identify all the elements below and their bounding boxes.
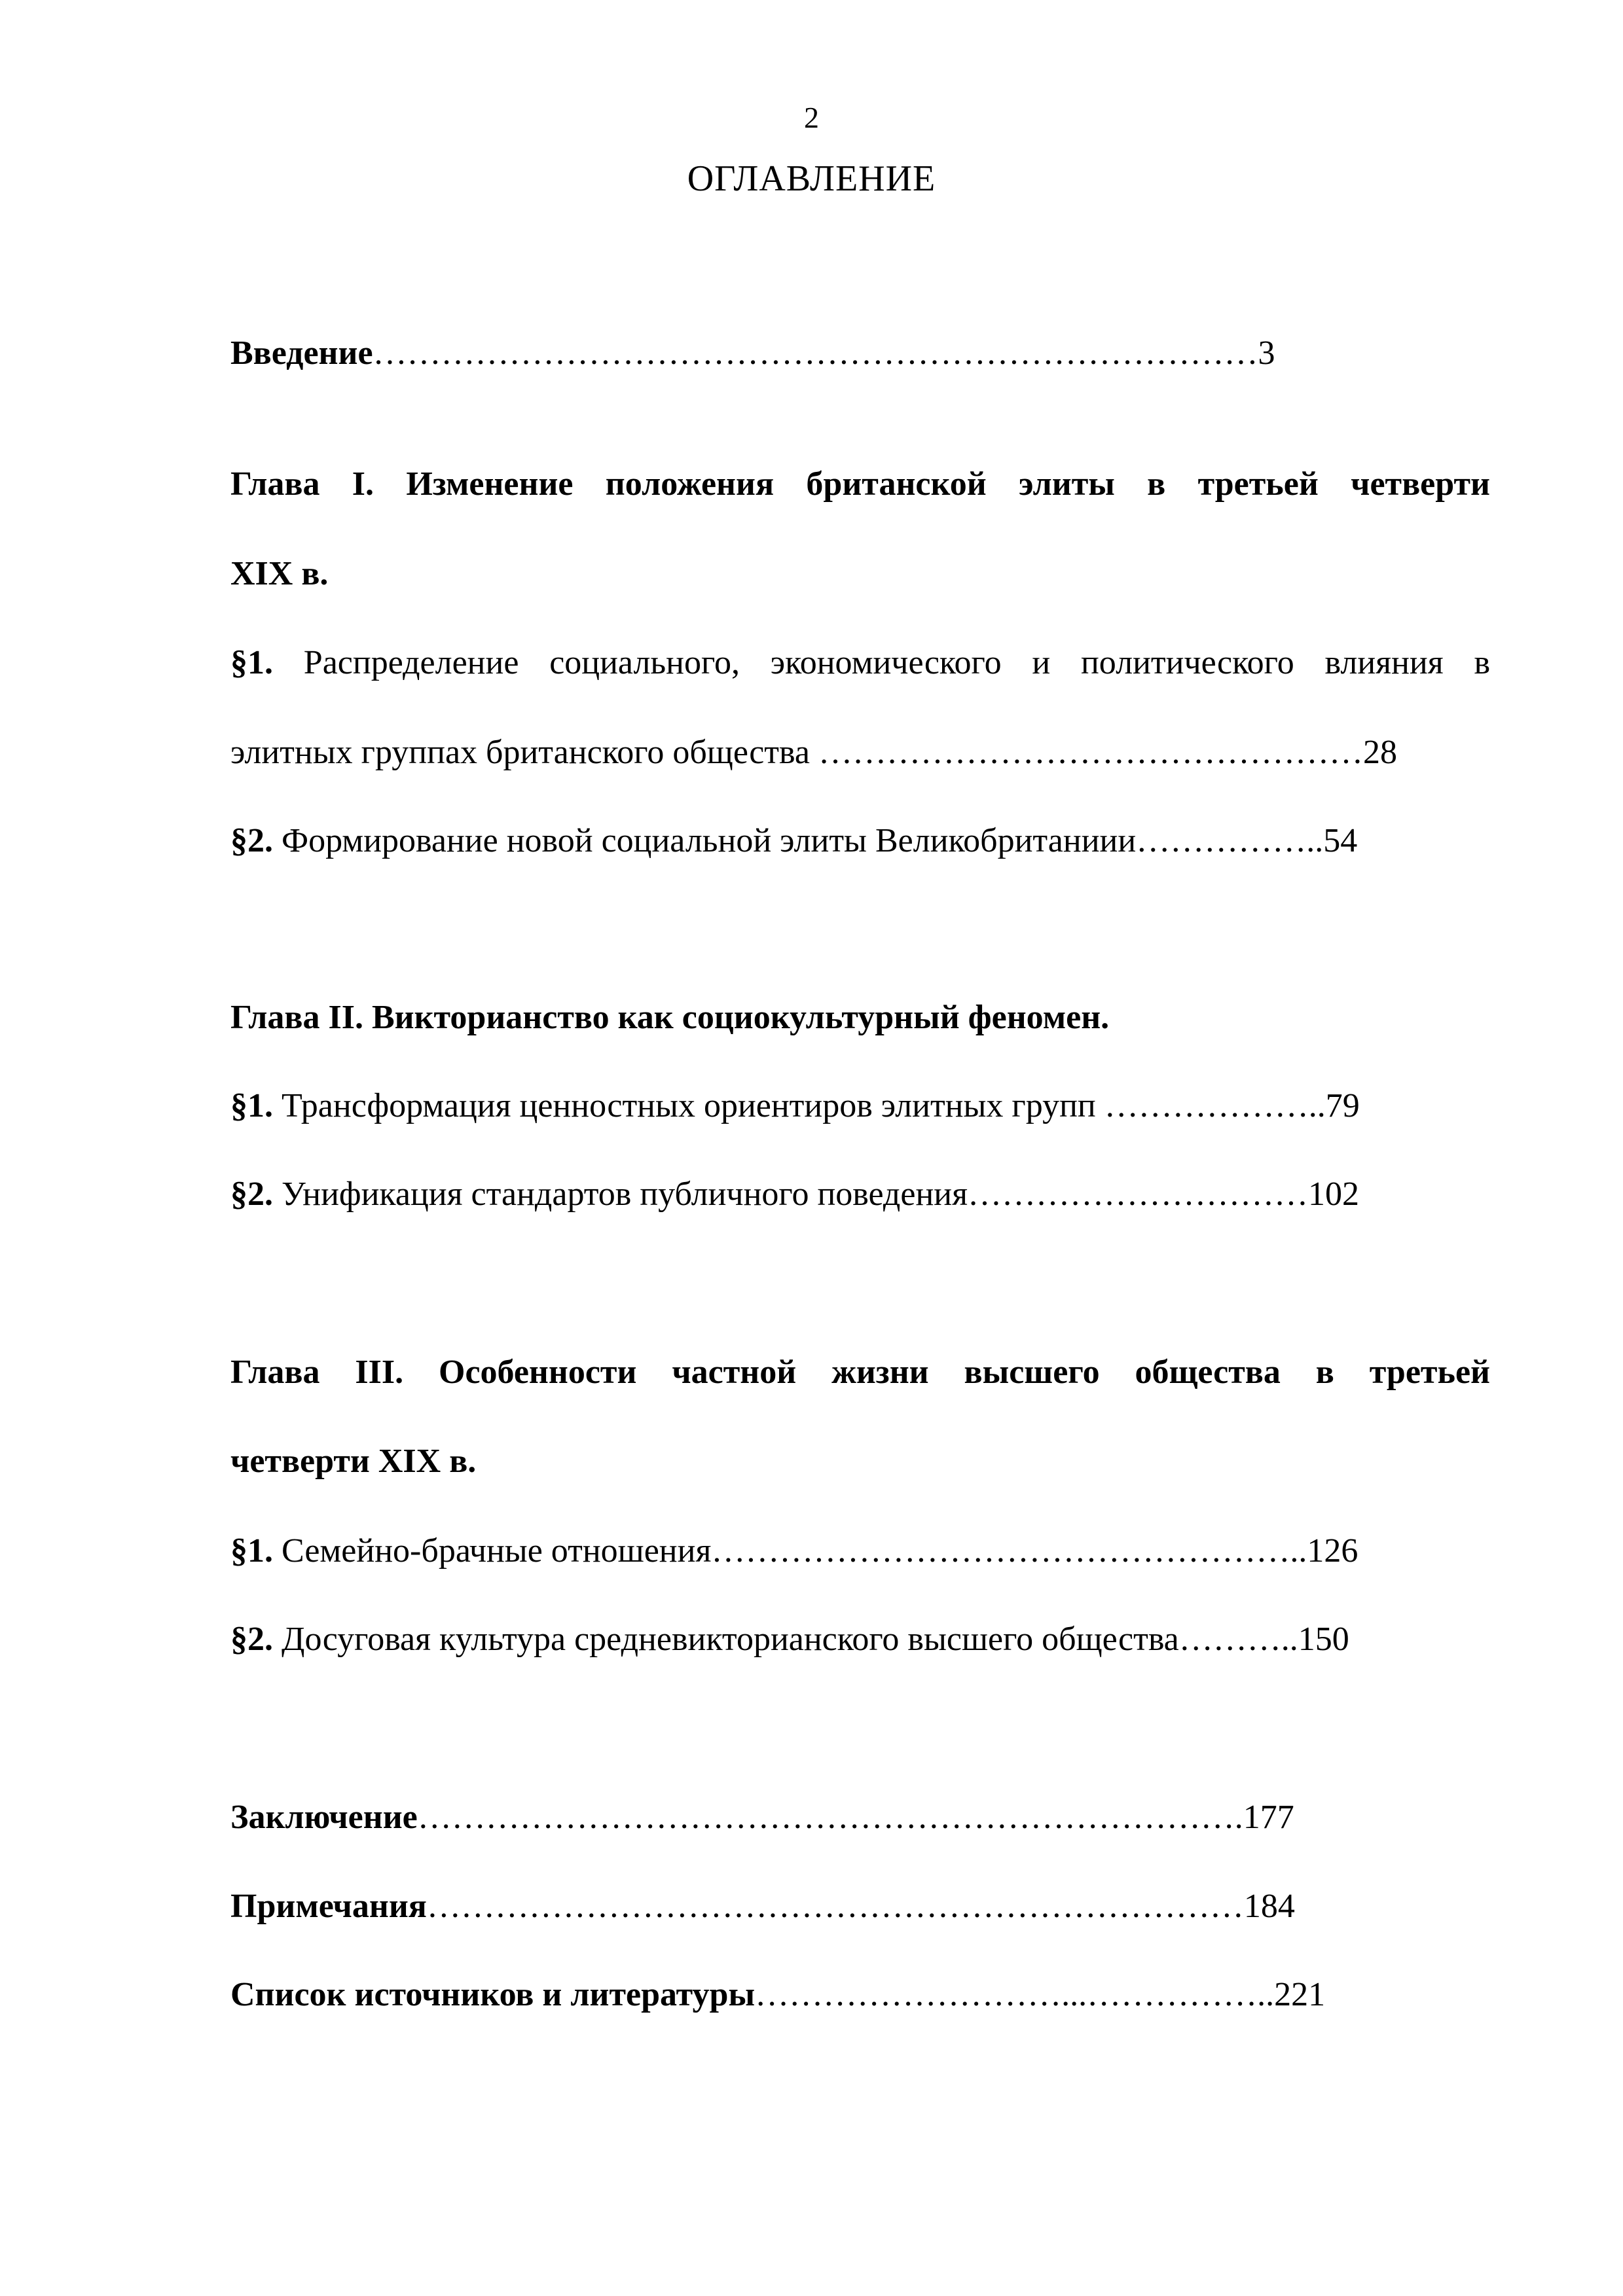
section-title: Трансформация ценностных ориентиров элитных групп: [273, 1087, 1104, 1124]
chapter1-heading-line2: XIX в.: [230, 555, 329, 592]
toc-entry-notes: [230, 1884, 1490, 1929]
leader-dots: ……………………………………………………………………: [373, 334, 1258, 372]
section-title-cont: элитных группах британского общества: [230, 734, 818, 771]
toc-entry-conclusion-page: 177: [1243, 1799, 1294, 1836]
toc-entry-sources: [230, 1972, 1490, 2018]
leader-dots: ……………..: [1136, 822, 1324, 859]
leader-dots: ……………………………………………………………….: [417, 1799, 1243, 1836]
toc-entry-intro-page: 3: [1258, 334, 1275, 372]
chapter1-heading-line1: Глава I. Изменение положения британской элиты в третьей четверти: [230, 465, 1490, 503]
section-title: Семейно-брачные отношения: [273, 1532, 712, 1570]
toc-entry-notes-label: Примечания: [230, 1888, 427, 1925]
chapter2-section1: [230, 1083, 1490, 1129]
section-title: Формирование новой социальной элиты Великобританиии: [273, 822, 1137, 859]
chapter3-heading-line1: Глава III. Особенности частной жизни высшего общества в третьей: [230, 1354, 1490, 1391]
toc-entry-conclusion: [230, 1795, 1490, 1840]
section-page: 28: [1362, 734, 1397, 771]
toc-entry-intro-label: Введение: [230, 334, 373, 372]
section-page: 102: [1308, 1175, 1360, 1213]
section-page: 150: [1298, 1621, 1349, 1658]
chapter3-section1: [230, 1528, 1490, 1574]
section-page: 79: [1325, 1087, 1360, 1124]
leader-dots: …………………………: [968, 1175, 1309, 1213]
section-number: §2.: [230, 1621, 273, 1658]
chapter3-heading-line2: четверти XIX в.: [230, 1443, 477, 1480]
chapter3-section2: [230, 1617, 1490, 1662]
leader-dots: ………..: [1178, 1621, 1298, 1658]
toc-entry-notes-page: 184: [1243, 1888, 1295, 1925]
toc-entry-sources-page: 221: [1274, 1976, 1326, 2013]
section-page: 54: [1323, 822, 1358, 859]
chapter2-heading: Глава II. Викторианство как социокультурный феномен.: [230, 999, 1110, 1036]
section-number: §2.: [230, 1175, 273, 1213]
leader-dots: ………………..: [1104, 1087, 1326, 1124]
section-title: Унификация стандартов публичного поведения: [273, 1175, 968, 1213]
section-number: §1.: [230, 1532, 273, 1570]
toc-entry-sources-label: Список источников и литературы: [230, 1976, 756, 2013]
section-title: Распределение социального, экономического и политического влияния в: [273, 644, 1490, 681]
toc-entry-intro: [230, 331, 1490, 376]
toc-title: ОГЛАВЛЕНИЕ: [687, 158, 936, 199]
section-number: §1.: [230, 1087, 273, 1124]
toc-entry-conclusion-label: Заключение: [230, 1799, 418, 1836]
leader-dots: ……………………………………………..: [711, 1532, 1307, 1570]
leader-dots: …………………………………………: [818, 734, 1363, 771]
chapter1-section1-line2: [230, 730, 1490, 776]
chapter1-section2: [230, 818, 1490, 864]
page-number: 2: [804, 101, 819, 134]
section-title: Досуговая культура средневикторианского высшего общества: [273, 1621, 1179, 1658]
chapter2-section2: [230, 1172, 1490, 1217]
leader-dots: ………………………...……………..: [755, 1976, 1275, 2013]
section-number: §2.: [230, 822, 273, 859]
leader-dots: ………………………………………………………………: [426, 1888, 1244, 1925]
section-number: §1.: [230, 644, 273, 681]
section-page: 126: [1307, 1532, 1359, 1570]
chapter1-section1-line1: [230, 640, 1490, 686]
